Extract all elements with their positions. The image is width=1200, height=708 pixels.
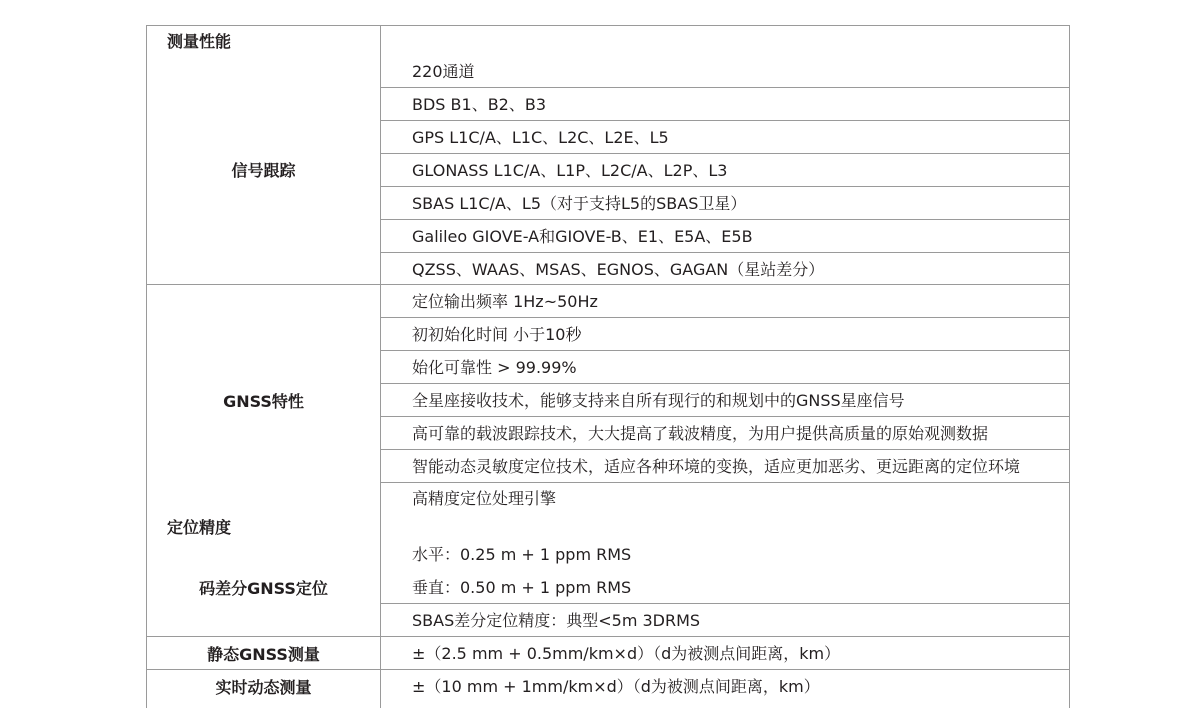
spec-value: 高精度定位处理引擎: [412, 489, 557, 508]
row-divider: [380, 186, 1069, 187]
spec-table: [146, 25, 1070, 708]
spec-value: 初初始化时间 小于10秒: [412, 325, 582, 344]
spec-value: 始化可靠性 > 99.99%: [412, 358, 577, 377]
spec-value: Galileo GIOVE-A和GIOVE-B、E1、E5A、E5B: [412, 227, 753, 246]
row-divider: [380, 603, 1069, 604]
row-divider: [380, 449, 1069, 450]
spec-value: 垂直：0.50 m + 1 ppm RMS: [412, 578, 632, 597]
spec-value: BDS B1、B2、B3: [412, 95, 547, 114]
spec-value: 220通道: [412, 62, 475, 81]
spec-value: 水平：0.25 m + 1 ppm RMS: [412, 545, 632, 564]
row-divider: [380, 120, 1069, 121]
spec-value: QZSS、WAAS、MSAS、EGNOS、GAGAN（星站差分）: [412, 260, 825, 279]
spec-value: 智能动态灵敏度定位技术，适应各种环境的变换，适应更加恶劣、更远距离的定位环境: [412, 457, 1021, 476]
row-divider: [380, 350, 1069, 351]
row-divider: [147, 636, 1069, 637]
spec-value: ±（2.5 mm + 0.5mm/km×d）（d为被测点间距离，km）: [412, 644, 841, 663]
row-divider: [380, 219, 1069, 220]
spec-value: GPS L1C/A、L1C、L2C、L2E、L5: [412, 128, 669, 147]
spec-value: ±（10 mm + 1mm/km×d）（d为被测点间距离，km）: [412, 677, 820, 696]
spec-value: SBAS差分定位精度：典型<5m 3DRMS: [412, 611, 701, 630]
label-static-gnss: 静态GNSS测量: [207, 645, 320, 664]
row-divider: [147, 284, 1069, 285]
label-rtk: 实时动态测量: [215, 678, 312, 697]
column-divider: [380, 26, 381, 708]
label-gnss-features: GNSS特性: [223, 392, 304, 411]
spec-value: 全星座接收技术，能够支持来自所有现行的和规划中的GNSS星座信号: [412, 391, 905, 410]
row-divider: [380, 87, 1069, 88]
section-title-positioning: 定位精度: [167, 518, 232, 537]
section-title-measurement: 测量性能: [167, 32, 232, 51]
row-divider: [380, 416, 1069, 417]
label-signal-tracking: 信号跟踪: [231, 161, 296, 180]
row-divider: [380, 482, 1069, 483]
spec-value: SBAS L1C/A、L5（对于支持L5的SBAS卫星）: [412, 194, 747, 213]
spec-value: 定位输出频率 1Hz~50Hz: [412, 292, 598, 311]
row-divider: [380, 317, 1069, 318]
row-divider: [147, 669, 1069, 670]
spec-value: 高可靠的载波跟踪技术，大大提高了载波精度，为用户提供高质量的原始观测数据: [412, 424, 989, 443]
label-code-diff-gnss: 码差分GNSS定位: [199, 579, 328, 598]
row-divider: [380, 252, 1069, 253]
row-divider: [380, 383, 1069, 384]
row-divider: [380, 153, 1069, 154]
spec-value: GLONASS L1C/A、L1P、L2C/A、L2P、L3: [412, 161, 728, 180]
